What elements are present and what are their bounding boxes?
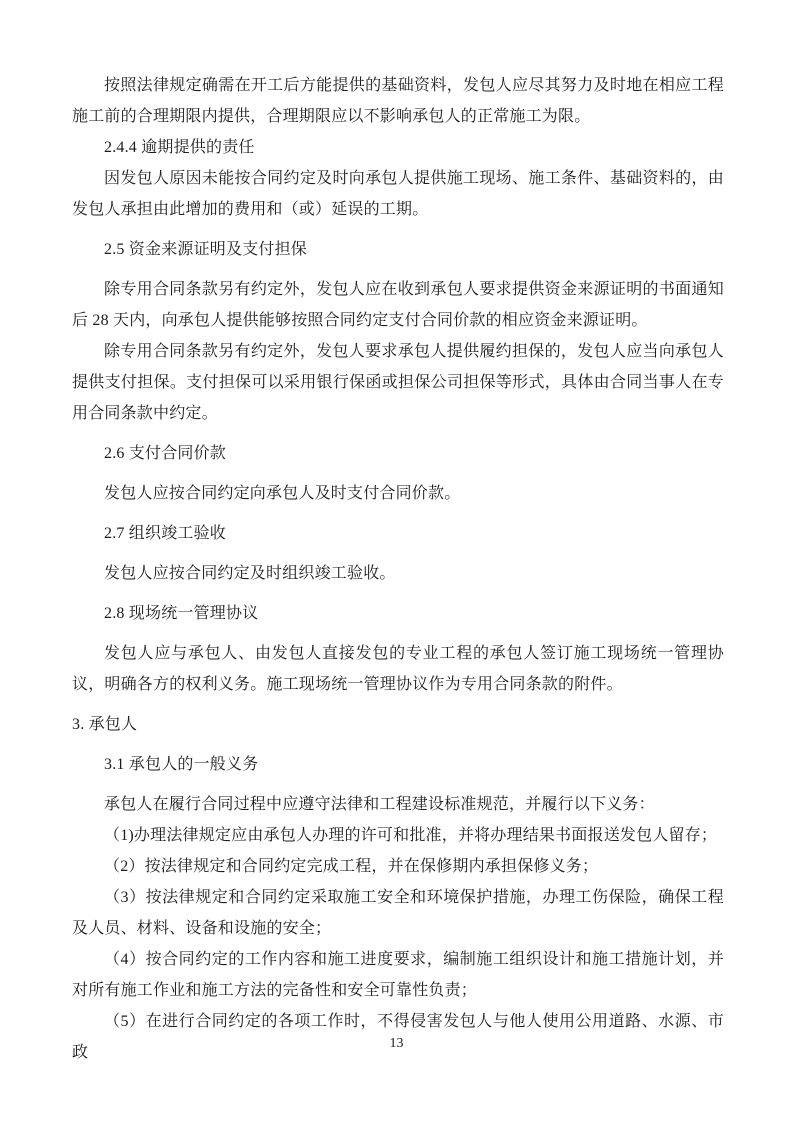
document-body (72, 70, 724, 1068)
heading-clause-3-1: 3.1 承包人的一般义务 (104, 756, 259, 773)
heading-clause-2-8: 2.8 现场统一管理协议 (104, 605, 259, 622)
list-item-5: （5）在进行合同约定的各项工作时，不得侵害发包人与他人使用公用道路、水源、市政 (72, 1013, 724, 1061)
list-item-2: （2）按法律规定和合同约定完成工程，并在保修期内承担保修义务； (104, 858, 599, 875)
paragraph-fund-source-proof: 除专用合同条款另有约定外，发包人应在收到承包人要求提供资金来源证明的书面通知后 28 天内，向承包人提供能够按照合同约定支付合同价款的相应资金来源证明。 (72, 281, 724, 329)
paragraph-site-unified-management: 发包人应与承包人、由发包人直接发包的专业工程的承包人签订施工现场统一管理协议，明确各方的权利义务。施工现场统一管理协议作为专用合同条款的附件。 (72, 645, 724, 693)
heading-clause-2-6: 2.6 支付合同价款 (104, 445, 227, 462)
list-item-3: （3）按法律规定和合同约定采取施工安全和环境保护措施，办理工伤保险，确保工程及人员、材料、设备和设施的安全； (72, 889, 724, 937)
list-item-4: （4）按合同约定的工作内容和施工进度要求，编制施工组织设计和施工措施计划，并对所有施工作业和施工方法的完备性和安全可靠性负责； (72, 951, 724, 999)
paragraph-completion-acceptance: 发包人应按合同约定及时组织竣工验收。 (104, 565, 396, 582)
paragraph-contractor-obligations-intro: 承包人在履行合同过程中应遵守法律和工程建设标准规范，并履行以下义务： (104, 796, 655, 813)
heading-clause-2-7: 2.7 组织竣工验收 (104, 525, 227, 542)
paragraph-overdue-liability: 因发包人原因未能按合同约定及时向承包人提供施工现场、施工条件、基础资料的，由发包人承担由此增加的费用和（或）延误的工期。 (72, 170, 724, 218)
heading-section-3-contractor: 3. 承包人 (72, 716, 138, 733)
heading-clause-2-4-4: 2.4.4 逾期提供的责任 (104, 139, 255, 156)
page-number: 13 (389, 1036, 404, 1051)
heading-clause-2-5: 2.5 资金来源证明及支付担保 (104, 241, 308, 258)
paragraph-pay-contract-price: 发包人应按合同约定向承包人及时支付合同价款。 (104, 485, 461, 502)
paragraph-basic-data-provision: 按照法律规定确需在开工后方能提供的基础资料，发包人应尽其努力及时地在相应工程施工前的合理期限内提供，合理期限应以不影响承包人的正常施工为限。 (72, 77, 724, 125)
paragraph-payment-guarantee: 除专用合同条款另有约定外，发包人要求承包人提供履约担保的，发包人应当向承包人提供支付担保。支付担保可以采用银行保函或担保公司担保等形式，具体由合同当事人在专用合同条款中约定。 (72, 343, 724, 422)
list-item-1: （1)办理法律规定应由承包人办理的许可和批准，并将办理结果书面报送发包人留存； (104, 827, 718, 844)
